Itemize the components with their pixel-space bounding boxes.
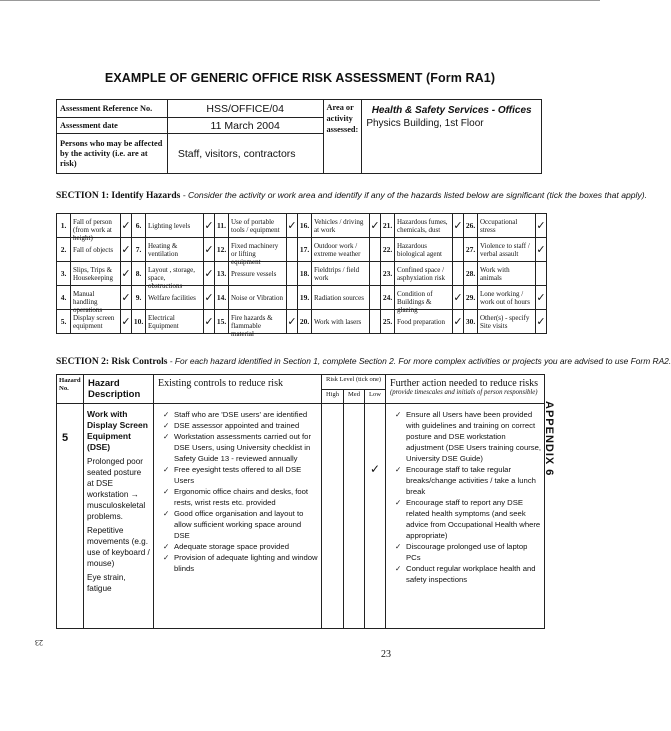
action-item: ✓ Ensure all Users have been provided with guidelines and training on correct posture and DSE workstation adjustment (DSE Users training course, University DSE Guide) (406, 409, 541, 464)
hazard-label-text: Noise or Vibration (231, 293, 283, 302)
section2-instruction: - For each hazard identified in Section 1, complete Section 2. For more complex activities or projects you are advised to use Form RA2. (167, 356, 671, 366)
hazard-label-text: Fall of objects (73, 245, 114, 254)
section1-instruction: - Consider the activity or work area and identify if any of the hazards listed below are significant (tick the boxes that apply). (180, 190, 647, 200)
risk-med-cell (344, 404, 365, 629)
persons-value: Staff, visitors, contractors (167, 134, 323, 174)
col-med: Med (344, 389, 365, 404)
hazard-number: 26. (464, 214, 478, 238)
hazard-label-text: Welfare facilities (148, 293, 196, 302)
table-row (57, 404, 545, 629)
risk-high-cell (322, 404, 344, 629)
hazard-checkbox[interactable] (536, 262, 547, 286)
hazard-label-text: Radiation sources (314, 293, 364, 302)
hazard-checkbox[interactable]: ✓ (536, 214, 547, 238)
actions-list (394, 409, 541, 585)
page-number: 23 (381, 649, 391, 660)
hazard-label-text: Lighting levels (148, 221, 191, 230)
hazard-number: 7. (132, 238, 146, 262)
page-title: EXAMPLE OF GENERIC OFFICE RISK ASSESSMENT (Form RA1) (104, 71, 496, 85)
assessment-info-table (56, 99, 542, 174)
hazard-number: 20. (298, 310, 312, 334)
hazard-number: 15. (215, 310, 229, 334)
hazard-checkbox[interactable]: ✓ (204, 286, 215, 310)
ref-value: HSS/OFFICE/04 (167, 100, 323, 118)
action-item: ✓ Conduct regular workplace health and safety inspections (406, 563, 541, 585)
hazard-label-text: Violence to staff / verbal assault (480, 241, 530, 258)
hazard-label-text: Fall of person (from work at height) (73, 217, 112, 242)
hazard-number: 16. (298, 214, 312, 238)
control-item: ✓ Ergonomic office chairs and desks, foot rests, wrist rests etc. provided (174, 486, 318, 508)
hazard-checkbox[interactable]: ✓ (121, 238, 132, 262)
hazard-label (478, 262, 536, 286)
hazard-checkbox[interactable]: ✓ (121, 286, 132, 310)
persons-label: Persons who may be affected by the activity (i.e. are at risk) (57, 134, 168, 174)
hazard-checkbox[interactable]: ✓ (536, 310, 547, 334)
hazard-label (395, 286, 453, 314)
action-item: ✓ Discourage prolonged use of laptop PCs (406, 541, 541, 563)
hazard-row (57, 286, 547, 310)
hazard-row (57, 310, 547, 334)
hazard-label-text: Use of portable tools / equipment (231, 217, 280, 234)
col-action (386, 375, 545, 404)
hazard-number: 6. (132, 214, 146, 238)
section1-title: SECTION 1: Identify Hazards (56, 191, 181, 201)
hazard-number: 23. (381, 262, 395, 286)
hazard-label (71, 310, 121, 334)
hazard-number: 13. (215, 262, 229, 286)
hazard-label (146, 214, 204, 238)
hazard-row (57, 238, 547, 262)
hazard-label (478, 310, 536, 334)
hazard-label-text: Condition of Buildings & glazing (397, 289, 433, 314)
hazard-checkbox[interactable]: ✓ (536, 238, 547, 262)
hazard-label (229, 286, 287, 310)
hazard-number: 11. (215, 214, 229, 238)
control-item: ✓ Workstation assessments carried out for DSE Users, using University checklist in Safety Guide 13 - reviewed annually (174, 431, 318, 464)
hazard-number: 28. (464, 262, 478, 286)
col-description: Hazard Description (84, 375, 154, 404)
hazard-label-text: Work with lasers (314, 317, 362, 326)
col-action-title: Further action needed to reduce risks (390, 378, 539, 389)
side-page-number: 23 (35, 638, 43, 647)
control-item: ✓ Staff who are 'DSE users' are identified (174, 409, 318, 420)
hazard-label-text: Other(s) - specify Site visits (480, 313, 530, 330)
hazard-number: 14. (215, 286, 229, 310)
appendix-label: APPENDIX 6 (543, 401, 555, 477)
hazard-label (229, 238, 287, 266)
hazard-checkbox[interactable] (370, 310, 381, 334)
hazard-label-text: Pressure vessels (231, 269, 277, 278)
hazard-number: 2. (57, 238, 71, 262)
hazard-label-text: Confined space / asphyxiation risk (397, 265, 446, 282)
area-value (362, 100, 542, 174)
hazard-checkbox[interactable]: ✓ (204, 262, 215, 286)
hazard-number: 5. (57, 310, 71, 334)
hazard-label-text: Work with animals (480, 265, 510, 282)
area-value-1: Health & Safety Services - Offices (371, 105, 532, 116)
col-hazard-no: Hazard No. (57, 375, 84, 404)
hazard-label (71, 262, 121, 286)
hazard-label-text: Fire hazards & flammable material (231, 313, 273, 338)
hazard-number: 1. (57, 214, 71, 238)
hazard-checkbox[interactable] (453, 262, 464, 286)
hazard-label-text: Layout , storage, space, obstructions (148, 265, 196, 290)
hazard-label-text: Outdoor work / extreme weather (314, 241, 361, 258)
hazard-label (478, 286, 536, 310)
hazard-number: 12. (215, 238, 229, 262)
hazard-checkbox[interactable]: ✓ (536, 286, 547, 310)
hazard-checkbox[interactable]: ✓ (204, 214, 215, 238)
hazard-checkbox[interactable]: ✓ (453, 310, 464, 334)
action-item: ✓ Encourage staff to report any DSE related health symptoms (and seek advice from Occupational Health where appropriate) (406, 497, 541, 541)
hazard-label (312, 262, 370, 286)
control-item: ✓ Adequate storage space provided (174, 541, 318, 552)
hazard-checkbox[interactable] (370, 262, 381, 286)
hazard-label-text: Fieldtrips / field work (314, 265, 360, 282)
hazard-number: 25. (381, 310, 395, 334)
hazard-checkbox[interactable]: ✓ (287, 310, 298, 334)
further-actions (386, 404, 545, 629)
hazard-checkbox[interactable]: ✓ (287, 214, 298, 238)
hazard-number: 29. (464, 286, 478, 310)
hazard-checkbox[interactable]: ✓ (370, 214, 381, 238)
hazard-label-text: Lone working / work out of hours (480, 289, 530, 306)
hazard-label (478, 238, 536, 262)
hazard-label (146, 238, 204, 262)
date-value: 11 March 2004 (167, 118, 323, 134)
hazard-detail-2: Repetitive movements (e.g. use of keyboard / mouse) (87, 526, 150, 568)
hazard-label (478, 214, 536, 238)
hazard-label (312, 238, 370, 262)
hazard-row (57, 262, 547, 286)
hazard-label-text: Hazardous biological agent (397, 241, 442, 258)
hazard-label (229, 310, 287, 338)
date-label: Assessment date (57, 118, 168, 134)
controls-list (162, 409, 318, 574)
hazard-number: 3. (57, 262, 71, 286)
hazard-number: 18. (298, 262, 312, 286)
hazard-number: 19. (298, 286, 312, 310)
hazard-number: 30. (464, 310, 478, 334)
hazard-label (395, 214, 453, 238)
hazard-checkbox[interactable]: ✓ (121, 214, 132, 238)
hazard-number: 4. (57, 286, 71, 310)
hazard-label (312, 310, 370, 334)
hazard-row (57, 214, 547, 238)
hazard-detail-1: Prolonged poor seated posture at DSE workstation → musculoskeletal problems. (87, 457, 146, 521)
section2-heading (56, 356, 671, 367)
hazard-checkbox[interactable] (370, 286, 381, 310)
hazard-label-text: Heating & ventilation (148, 241, 178, 258)
hazard-label (395, 262, 453, 286)
hazards-grid (56, 213, 547, 338)
hazard-label (146, 262, 204, 290)
col-risk-level: Risk Level (tick one) (322, 375, 386, 390)
col-controls: Existing controls to reduce risk (154, 375, 322, 404)
hazard-label-text: Occupational stress (480, 217, 518, 234)
hazard-description (84, 404, 154, 629)
hazard-checkbox[interactable]: ✓ (121, 310, 132, 334)
hazard-label-text: Fixed machinery or lifting equipment (231, 241, 279, 266)
hazard-number: 17. (298, 238, 312, 262)
action-item: ✓ Encourage staff to take regular breaks/change activities / take a lunch break (406, 464, 541, 497)
hazard-number: 5 (57, 404, 84, 629)
hazard-checkbox[interactable]: ✓ (204, 310, 215, 334)
ref-label: Assessment Reference No. (57, 100, 168, 118)
col-high: High (322, 389, 344, 404)
hazard-label-text: Vehicles / driving at work (314, 217, 364, 234)
hazard-label-text: Display screen equipment (73, 313, 115, 330)
area-value-2: Physics Building, 1st Floor (366, 118, 484, 129)
hazard-label-text: Manual handling operations (73, 289, 103, 314)
hazard-number: 27. (464, 238, 478, 262)
hazard-label-text: Food preparation (397, 317, 446, 326)
hazard-label (395, 238, 453, 262)
hazard-label (71, 214, 121, 242)
hazard-checkbox[interactable] (370, 238, 381, 262)
hazard-number: 21. (381, 214, 395, 238)
control-item: ✓ Good office organisation and layout to allow sufficient working space around DSE (174, 508, 318, 541)
hazard-label (312, 286, 370, 310)
existing-controls (154, 404, 322, 629)
hazard-number: 22. (381, 238, 395, 262)
hazard-label-text: Hazardous fumes, chemicals, dust (397, 217, 448, 234)
hazard-checkbox[interactable] (287, 286, 298, 310)
hazard-checkbox[interactable]: ✓ (121, 262, 132, 286)
hazard-number: 10. (132, 310, 146, 334)
hazard-number: 24. (381, 286, 395, 310)
hazard-checkbox[interactable]: ✓ (453, 214, 464, 238)
hazard-checkbox[interactable] (453, 238, 464, 262)
section2-title: SECTION 2: Risk Controls (56, 357, 168, 367)
col-low: Low (365, 389, 386, 404)
hazard-number: 9. (132, 286, 146, 310)
hazard-label (71, 286, 121, 314)
risk-low-tick: ✓ (365, 404, 386, 629)
control-item: ✓ DSE assessor appointed and trained (174, 420, 318, 431)
hazard-label (229, 214, 287, 238)
area-label: Area or activity assessed: (323, 100, 362, 174)
hazard-checkbox[interactable] (287, 262, 298, 286)
hazard-checkbox[interactable]: ✓ (204, 238, 215, 262)
control-item: ✓ Free eyesight tests offered to all DSE Users (174, 464, 318, 486)
hazard-label-text: Electrical Equipment (148, 313, 179, 330)
section1-heading (56, 190, 647, 201)
hazard-checkbox[interactable] (287, 238, 298, 262)
hazard-detail-3: Eye strain, fatigue (87, 573, 126, 593)
hazard-label (146, 310, 204, 334)
col-action-sub: (provide timescales and initials of person responsible) (390, 389, 538, 396)
hazard-title: Work with Display Screen Equipment (DSE) (87, 409, 148, 452)
hazard-label (312, 214, 370, 238)
control-item: ✓ Provision of adequate lighting and window blinds (174, 552, 318, 574)
hazard-checkbox[interactable]: ✓ (453, 286, 464, 310)
hazard-label-text: Slips, Trips & Housekeeping (73, 265, 114, 282)
hazard-number: 8. (132, 262, 146, 286)
risk-controls-table (56, 374, 545, 629)
